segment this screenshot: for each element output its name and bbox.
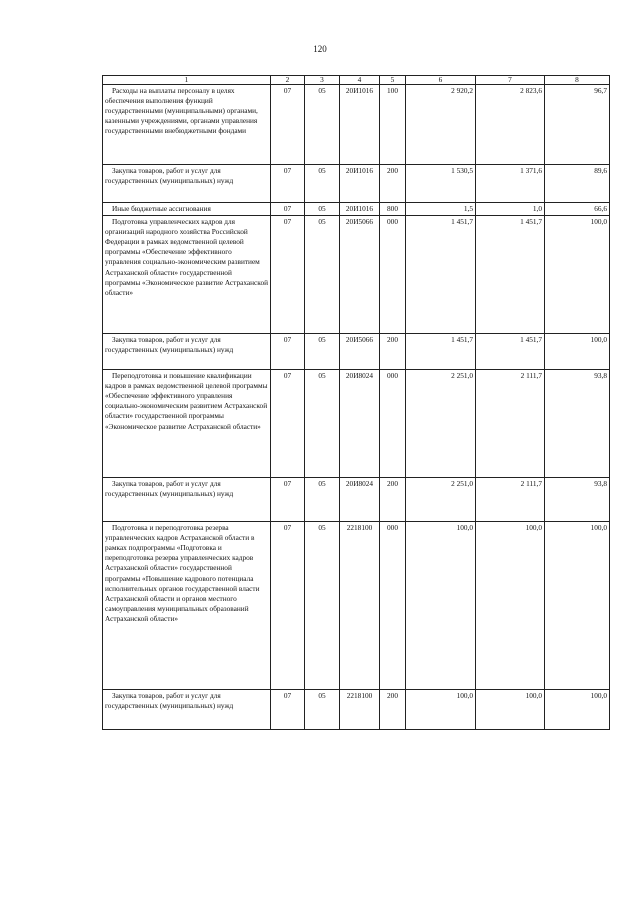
row-name: Иные бюджетные ассигнования (112, 204, 211, 213)
percent-cell: 100,0 (545, 334, 610, 370)
subsection-cell: 05 (305, 203, 340, 216)
table-row (103, 690, 610, 730)
header-col-5: 5 (380, 76, 406, 85)
expense-type-cell: 800 (380, 203, 406, 216)
row-name: Закупка товаров, работ и услуг для государственных (муниципальных) нужд (105, 166, 234, 186)
row-name-cell (103, 370, 271, 478)
actual-amount-cell: 2 111,7 (476, 478, 545, 522)
percent-cell: 100,0 (545, 522, 610, 690)
percent-cell: 93,8 (545, 370, 610, 478)
header-col-6: 6 (406, 76, 476, 85)
target-article-cell: 20И1016 (340, 85, 380, 165)
percent-cell: 100,0 (545, 216, 610, 334)
actual-amount-cell: 2 823,6 (476, 85, 545, 165)
row-name: Расходы на выплаты персоналу в целях обеспечения выполнения функций государственными (муниципальными) органами, казенными учреждениями, органами управления государственными внебюджетными фондами (105, 86, 258, 136)
section-cell: 07 (271, 478, 305, 522)
target-article-cell: 20И8024 (340, 370, 380, 478)
page-number: 120 (313, 44, 327, 54)
expense-type-cell: 100 (380, 85, 406, 165)
budget-table (102, 75, 610, 730)
planned-amount-cell: 1,5 (406, 203, 476, 216)
actual-amount-cell: 2 111,7 (476, 370, 545, 478)
expense-type-cell: 200 (380, 334, 406, 370)
planned-amount-cell: 100,0 (406, 522, 476, 690)
percent-cell: 96,7 (545, 85, 610, 165)
planned-amount-cell: 2 251,0 (406, 478, 476, 522)
target-article-cell: 20И1016 (340, 165, 380, 203)
table-row (103, 85, 610, 165)
row-name: Закупка товаров, работ и услуг для государственных (муниципальных) нужд (105, 691, 234, 711)
section-cell: 07 (271, 85, 305, 165)
row-name-cell (103, 203, 271, 216)
row-name-cell (103, 334, 271, 370)
percent-cell: 100,0 (545, 690, 610, 730)
expense-type-cell: 200 (380, 690, 406, 730)
target-article-cell: 20И8024 (340, 478, 380, 522)
row-name-cell (103, 216, 271, 334)
table-row (103, 203, 610, 216)
planned-amount-cell: 100,0 (406, 690, 476, 730)
header-col-3: 3 (305, 76, 340, 85)
subsection-cell: 05 (305, 165, 340, 203)
target-article-cell: 20И5066 (340, 216, 380, 334)
header-col-1: 1 (103, 76, 271, 85)
row-name: Подготовка управленческих кадров для организаций народного хозяйства Российской Федерации в рамках ведомственной целевой программы «Обеспечение эффективного управления социально-экономическим развитием Астраханской области» государственной программы «Экономическое развитие Астраханской области» (105, 217, 269, 297)
subsection-cell: 05 (305, 478, 340, 522)
expense-type-cell: 200 (380, 478, 406, 522)
section-cell: 07 (271, 370, 305, 478)
subsection-cell: 05 (305, 216, 340, 334)
header-col-7: 7 (476, 76, 545, 85)
header-col-8: 8 (545, 76, 610, 85)
section-cell: 07 (271, 522, 305, 690)
table-row (103, 334, 610, 370)
subsection-cell: 05 (305, 85, 340, 165)
expense-type-cell: 000 (380, 522, 406, 690)
target-article-cell: 2218100 (340, 690, 380, 730)
planned-amount-cell: 1 530,5 (406, 165, 476, 203)
section-cell: 07 (271, 334, 305, 370)
section-cell: 07 (271, 165, 305, 203)
expense-type-cell: 000 (380, 370, 406, 478)
percent-cell: 93,8 (545, 478, 610, 522)
table-header-row (103, 76, 610, 85)
row-name: Закупка товаров, работ и услуг для государственных (муниципальных) нужд (105, 479, 234, 499)
planned-amount-cell: 2 920,2 (406, 85, 476, 165)
section-cell: 07 (271, 216, 305, 334)
target-article-cell: 20И5066 (340, 334, 380, 370)
subsection-cell: 05 (305, 690, 340, 730)
subsection-cell: 05 (305, 334, 340, 370)
table-row (103, 478, 610, 522)
table-row (103, 165, 610, 203)
actual-amount-cell: 100,0 (476, 522, 545, 690)
section-cell: 07 (271, 203, 305, 216)
planned-amount-cell: 1 451,7 (406, 334, 476, 370)
actual-amount-cell: 1 371,6 (476, 165, 545, 203)
actual-amount-cell: 1 451,7 (476, 216, 545, 334)
header-col-2: 2 (271, 76, 305, 85)
row-name-cell (103, 478, 271, 522)
row-name-cell (103, 165, 271, 203)
planned-amount-cell: 1 451,7 (406, 216, 476, 334)
header-col-4: 4 (340, 76, 380, 85)
row-name: Переподготовка и повышение квалификации кадров в рамках ведомственной целевой программы «Обеспечение эффективного управления социально-экономическим развитием Астраханской области» государственной программы «Экономическое развитие Астраханской области» (105, 371, 268, 431)
target-article-cell: 20И1016 (340, 203, 380, 216)
percent-cell: 89,6 (545, 165, 610, 203)
section-cell: 07 (271, 690, 305, 730)
planned-amount-cell: 2 251,0 (406, 370, 476, 478)
subsection-cell: 05 (305, 370, 340, 478)
expense-type-cell: 200 (380, 165, 406, 203)
percent-cell: 66,6 (545, 203, 610, 216)
subsection-cell: 05 (305, 522, 340, 690)
row-name-cell (103, 522, 271, 690)
target-article-cell: 2218100 (340, 522, 380, 690)
table-row (103, 370, 610, 478)
expense-type-cell: 000 (380, 216, 406, 334)
row-name-cell (103, 85, 271, 165)
row-name: Подготовка и переподготовка резерва управленческих кадров Астраханской области в рамках подпрограммы «Подготовка и переподготовка резерва управленческих кадров Астраханской области» государственной программы «Повышение кадрового потенциала исполнительных органов государственной власти Астраханской области и органов местного самоуправления муниципальных образований Астраханской области» (105, 523, 260, 623)
table-row (103, 216, 610, 334)
actual-amount-cell: 1 451,7 (476, 334, 545, 370)
actual-amount-cell: 1,0 (476, 203, 545, 216)
table-row (103, 522, 610, 690)
row-name: Закупка товаров, работ и услуг для государственных (муниципальных) нужд (105, 335, 234, 355)
row-name-cell (103, 690, 271, 730)
actual-amount-cell: 100,0 (476, 690, 545, 730)
